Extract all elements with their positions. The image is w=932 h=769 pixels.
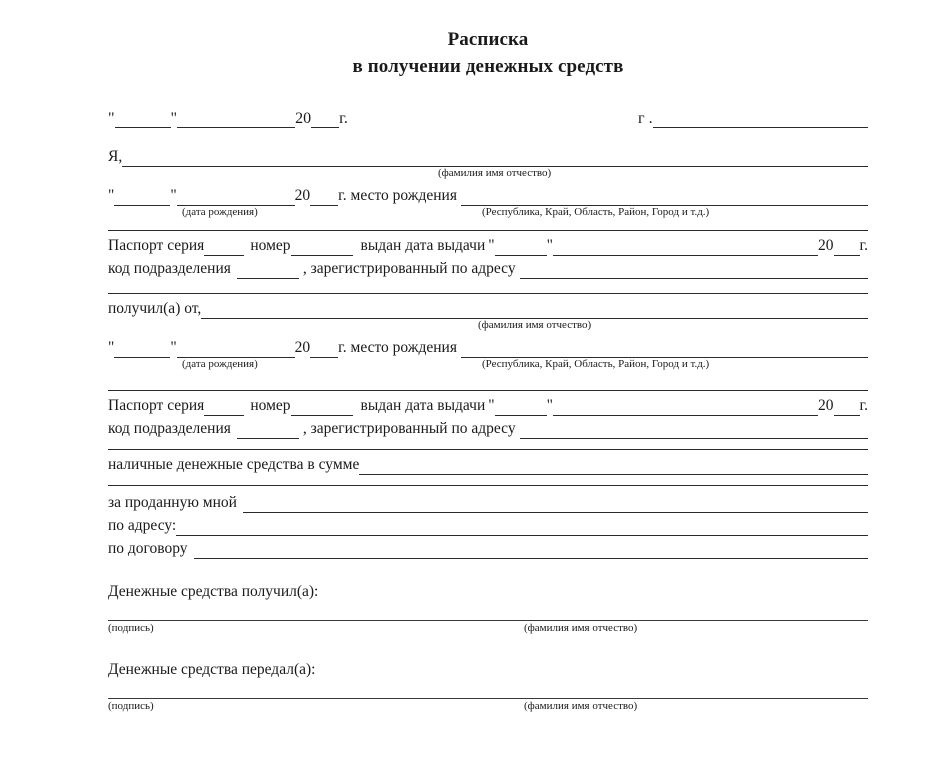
declarant-fio-caption: (фамилия имя отчество) (438, 167, 552, 179)
payer-address-blank[interactable] (520, 423, 868, 439)
header-date-city-row (108, 80, 868, 128)
city-label: г . (638, 110, 653, 127)
received-signature-title: Денежные средства получил(а): (108, 583, 319, 600)
payer-passport-number-label: номер (250, 397, 291, 414)
payer-issue-year-suffix: г. (859, 397, 868, 414)
declarant-issue-year-prefix: 20 (818, 237, 834, 254)
payer-passport-issued-label: выдан дата выдачи (360, 397, 486, 414)
payer-passport-label: Паспорт серия (108, 397, 205, 414)
declarant-passport-label: Паспорт серия (108, 237, 205, 254)
month-blank[interactable] (177, 112, 295, 128)
payer-birth-date-caption: (дата рождения) (182, 358, 258, 370)
declarant-birth-place-blank[interactable] (461, 190, 868, 206)
declarant-issue-year-suffix: г. (859, 237, 868, 254)
quote-open: " (108, 110, 115, 127)
payer-dept-code-blank[interactable] (237, 423, 299, 439)
declarant-birth-month-blank[interactable] (177, 190, 295, 206)
declarant-birth-day-blank[interactable] (114, 190, 170, 206)
declarant-issue-day-blank[interactable] (495, 240, 547, 256)
year-prefix: 20 (295, 110, 312, 127)
payer-received-from-label: получил(а) от, (108, 300, 202, 317)
title-line-2: в получении денежных средств (352, 56, 624, 77)
sold-address-row (108, 515, 868, 536)
declarant-i-label: Я, (108, 148, 123, 165)
quote-open: " (488, 397, 495, 414)
transferred-fio-caption: (фамилия имя отчество) (524, 700, 638, 712)
declarant-issue-year-blank[interactable] (834, 240, 860, 256)
declarant-birth-place-label: г. место рождения (338, 187, 457, 204)
declarant-birth-place-caption: (Республика, Край, Область, Район, Город и т.д.) (482, 206, 710, 218)
cash-sum-label: наличные денежные средства в сумме (108, 456, 360, 473)
title-line-1: Расписка (447, 29, 529, 50)
transferred-signature-caption: (подпись) (108, 700, 154, 712)
sold-label: за проданную мной (108, 494, 237, 511)
payer-passport-row (108, 395, 868, 416)
received-fio-caption: (фамилия имя отчество) (524, 622, 638, 634)
declarant-passport-number-blank[interactable] (291, 240, 353, 256)
declarant-fio-caption-row (108, 167, 868, 181)
address-label: по адресу: (108, 517, 177, 534)
quote-close: " (546, 397, 553, 414)
day-blank[interactable] (115, 112, 171, 128)
declarant-birth-row (108, 185, 868, 206)
declarant-passport-row (108, 235, 868, 256)
quote-open: " (488, 237, 495, 254)
received-signature-captions (108, 621, 868, 637)
received-signature-caption: (подпись) (108, 622, 154, 634)
cash-sum-blank[interactable] (359, 459, 868, 475)
payer-birth-place-label: г. место рождения (338, 339, 457, 356)
payer-birth-place-blank[interactable] (461, 342, 868, 358)
declarant-registered-label: , зарегистрированный по адресу (302, 260, 516, 277)
payer-birth-place-caption: (Республика, Край, Область, Район, Город и т.д.) (482, 358, 710, 370)
payer-issue-year-prefix: 20 (818, 397, 834, 414)
transferred-signature-captions (108, 699, 868, 715)
quote-close: " (170, 187, 177, 204)
payer-dept-row (108, 418, 868, 439)
declarant-fio-blank[interactable] (122, 151, 868, 167)
payer-fio-caption: (фамилия имя отчество) (478, 319, 592, 331)
payer-registered-label: , зарегистрированный по адресу (302, 420, 516, 437)
payer-birth-captions (108, 358, 868, 372)
declarant-address-blank[interactable] (520, 263, 868, 279)
payer-dept-code-label: код подразделения (108, 420, 231, 437)
declarant-dept-row (108, 258, 868, 279)
declarant-name-row (108, 146, 868, 167)
payer-issue-year-blank[interactable] (834, 400, 860, 416)
quote-close: " (170, 339, 177, 356)
payer-passport-series-blank[interactable] (204, 400, 244, 416)
payer-fio-blank[interactable] (201, 303, 868, 319)
payer-birth-day-blank[interactable] (114, 342, 170, 358)
declarant-passport-number-label: номер (250, 237, 291, 254)
year-suffix: г. (339, 110, 348, 127)
contract-row (108, 538, 868, 559)
payer-birth-month-blank[interactable] (177, 342, 295, 358)
declarant-dept-code-blank[interactable] (237, 263, 299, 279)
declarant-issue-month-blank[interactable] (553, 240, 818, 256)
document-content (108, 0, 868, 715)
payer-birth-year-blank[interactable] (310, 342, 338, 358)
declarant-birth-date-caption: (дата рождения) (182, 206, 258, 218)
declarant-passport-issued-label: выдан дата выдачи (360, 237, 486, 254)
declarant-dept-code-label: код подразделения (108, 260, 231, 277)
header-date-group (108, 110, 426, 128)
header-city-group (638, 110, 868, 128)
quote-open: " (108, 339, 115, 356)
quote-close: " (170, 110, 178, 127)
declarant-birth-year-prefix: 20 (294, 187, 311, 204)
contract-label: по договору (108, 540, 188, 557)
city-blank[interactable] (653, 112, 868, 128)
cash-sum-row (108, 454, 868, 475)
address-blank[interactable] (176, 520, 868, 536)
payer-issue-day-blank[interactable] (495, 400, 547, 416)
sold-item-row (108, 492, 868, 513)
page-title (108, 0, 868, 80)
payer-birth-row (108, 337, 868, 358)
declarant-birth-captions (108, 206, 868, 220)
contract-blank[interactable] (194, 543, 868, 559)
payer-passport-number-blank[interactable] (291, 400, 353, 416)
payer-fio-caption-row (108, 319, 868, 333)
transferred-signature-title: Денежные средства передал(а): (108, 661, 316, 678)
declarant-birth-year-blank[interactable] (310, 190, 338, 206)
sold-blank[interactable] (243, 497, 868, 513)
quote-close: " (546, 237, 553, 254)
payer-birth-year-prefix: 20 (294, 339, 311, 356)
payer-issue-month-blank[interactable] (553, 400, 818, 416)
declarant-passport-series-blank[interactable] (204, 240, 244, 256)
quote-open: " (108, 187, 115, 204)
year-blank[interactable] (311, 112, 339, 128)
payer-name-row (108, 298, 868, 319)
